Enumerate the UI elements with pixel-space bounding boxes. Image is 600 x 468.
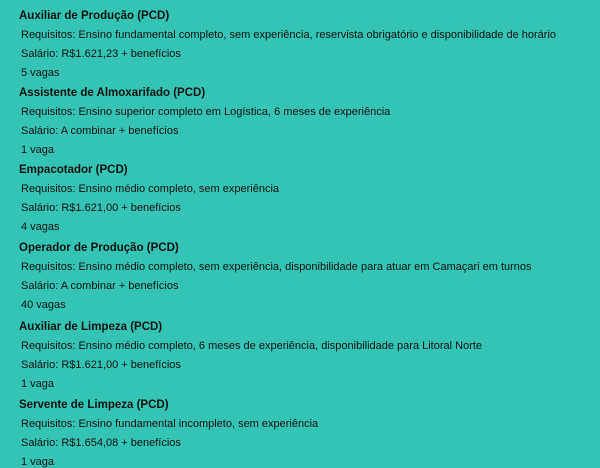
job-salary: Salário: A combinar + benefícios <box>21 125 179 137</box>
job-requirements: Requisitos: Ensino médio completo, sem experiência, disponibilidade para atuar em Camaçari em turnos <box>21 261 532 273</box>
job-requirements: Requisitos: Ensino fundamental incompleto, sem experiência <box>21 418 319 430</box>
job-title: Assistente de Almoxarifado (PCD) <box>19 87 206 99</box>
job-vacancies: 40 vagas <box>21 299 66 311</box>
job-requirements: Requisitos: Ensino médio completo, 6 meses de experiência, disponibilidade para Litoral Norte <box>21 340 483 352</box>
job-title: Auxiliar de Limpeza (PCD) <box>19 321 163 333</box>
job-requirements: Requisitos: Ensino fundamental completo, sem experiência, reservista obrigatório e disponibilidade de horário <box>21 29 557 41</box>
job-title: Operador de Produção (PCD) <box>19 242 179 254</box>
job-vacancies: 1 vaga <box>21 456 55 468</box>
job-requirements: Requisitos: Ensino superior completo em Logística, 6 meses de experiência <box>21 106 391 118</box>
job-requirements: Requisitos: Ensino médio completo, sem experiência <box>21 183 280 195</box>
job-vacancies: 1 vaga <box>21 144 55 156</box>
job-salary: Salário: R$1.621,00 + benefícios <box>21 359 181 371</box>
job-title: Empacotador (PCD) <box>19 164 128 176</box>
job-vacancies: 4 vagas <box>21 221 60 233</box>
job-salary: Salário: R$1.621,23 + benefícios <box>21 48 181 60</box>
job-salary: Salário: A combinar + benefícios <box>21 280 179 292</box>
job-vacancies: 5 vagas <box>21 67 60 79</box>
job-title: Auxiliar de Produção (PCD) <box>19 10 170 22</box>
job-vacancies: 1 vaga <box>21 378 55 390</box>
job-title: Servente de Limpeza (PCD) <box>19 399 169 411</box>
job-salary: Salário: R$1.654,08 + benefícios <box>21 437 181 449</box>
job-salary: Salário: R$1.621,00 + benefícios <box>21 202 181 214</box>
